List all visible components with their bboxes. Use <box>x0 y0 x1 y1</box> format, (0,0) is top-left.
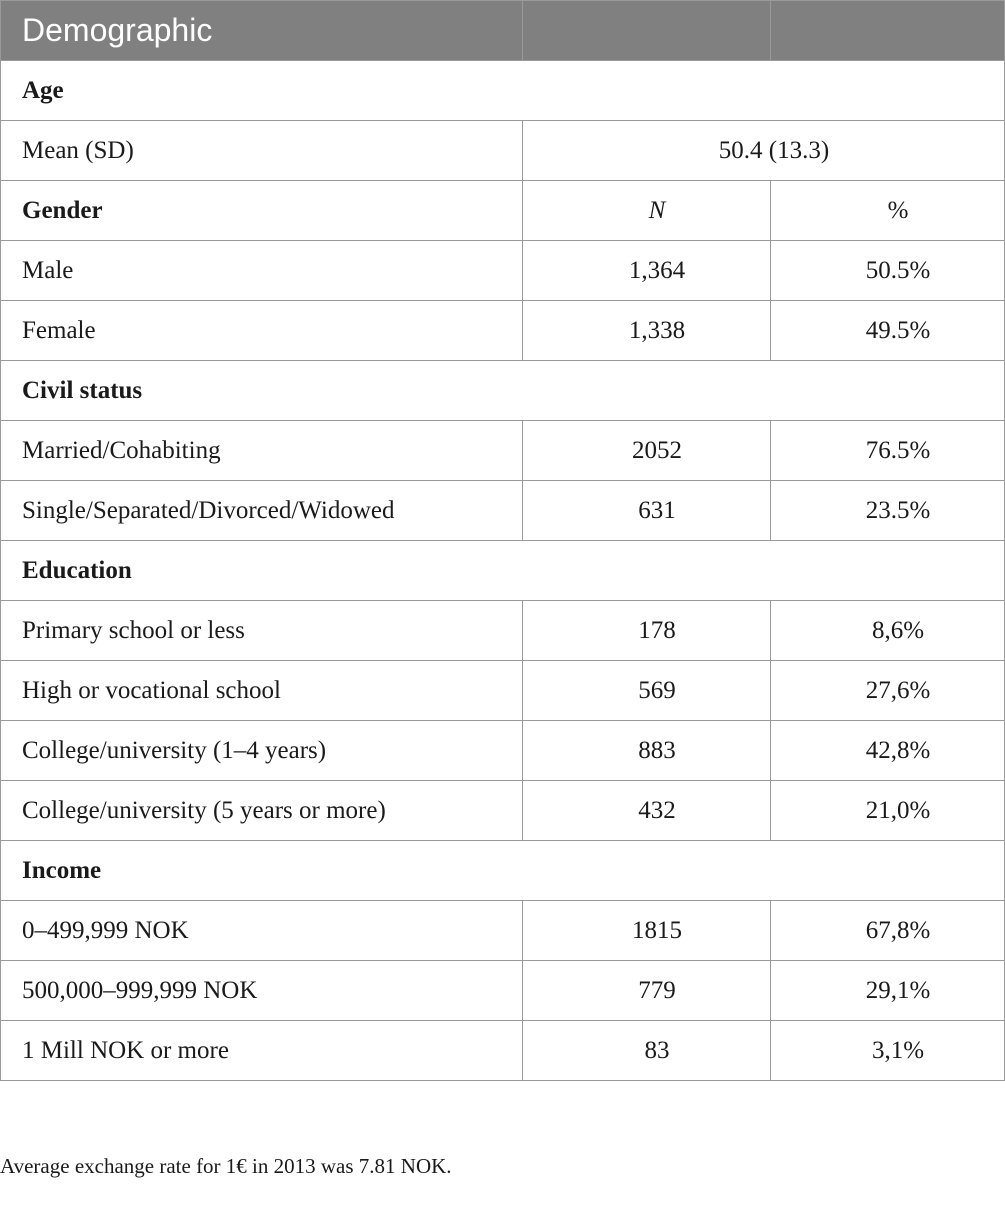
table-row <box>1 481 1005 541</box>
section-label: Civil status <box>1 361 1005 421</box>
header-col3 <box>771 1 1005 61</box>
row-n: 569 <box>523 661 771 721</box>
row-label: Primary school or less <box>1 601 523 661</box>
row-percent: 23.5% <box>771 481 1005 541</box>
mean-value: 50.4 (13.3) <box>523 121 1005 181</box>
table-footnote: Average exchange rate for 1€ in 2013 was 7.81 NOK. <box>0 1154 452 1178</box>
section-label: Income <box>1 841 1005 901</box>
column-header-n: N <box>523 181 771 241</box>
header-col2 <box>523 1 771 61</box>
row-percent: 67,8% <box>771 901 1005 961</box>
table-row <box>1 901 1005 961</box>
row-label: Mean (SD) <box>1 121 523 181</box>
row-label: Male <box>1 241 523 301</box>
row-label: 500,000–999,999 NOK <box>1 961 523 1021</box>
row-n: 1,364 <box>523 241 771 301</box>
row-percent: 3,1% <box>771 1021 1005 1081</box>
row-percent: 42,8% <box>771 721 1005 781</box>
row-n: 83 <box>523 1021 771 1081</box>
section-row-education <box>1 541 1005 601</box>
table-row <box>1 1021 1005 1081</box>
row-label: 0–499,999 NOK <box>1 901 523 961</box>
table-row <box>1 421 1005 481</box>
section-label: Education <box>1 541 1005 601</box>
row-percent: 27,6% <box>771 661 1005 721</box>
row-n: 883 <box>523 721 771 781</box>
table-row <box>1 721 1005 781</box>
column-header-percent: % <box>771 181 1005 241</box>
row-label: Female <box>1 301 523 361</box>
row-n: 432 <box>523 781 771 841</box>
row-n: 1,338 <box>523 301 771 361</box>
row-percent: 49.5% <box>771 301 1005 361</box>
section-row-age <box>1 61 1005 121</box>
row-n: 178 <box>523 601 771 661</box>
row-percent: 76.5% <box>771 421 1005 481</box>
section-label: Age <box>1 61 1005 121</box>
row-n: 779 <box>523 961 771 1021</box>
section-row-gender <box>1 181 1005 241</box>
table-row <box>1 241 1005 301</box>
row-label: High or vocational school <box>1 661 523 721</box>
table-row <box>1 961 1005 1021</box>
row-label: Single/Separated/Divorced/Widowed <box>1 481 523 541</box>
row-percent: 50.5% <box>771 241 1005 301</box>
table-row <box>1 661 1005 721</box>
row-percent: 29,1% <box>771 961 1005 1021</box>
row-label: College/university (1–4 years) <box>1 721 523 781</box>
row-label: College/university (5 years or more) <box>1 781 523 841</box>
table-row <box>1 301 1005 361</box>
row-label: 1 Mill NOK or more <box>1 1021 523 1081</box>
header-row <box>1 1 1005 61</box>
table-row <box>1 601 1005 661</box>
table-row <box>1 781 1005 841</box>
row-label: Married/Cohabiting <box>1 421 523 481</box>
row-n: 1815 <box>523 901 771 961</box>
section-label: Gender <box>1 181 523 241</box>
row-n: 2052 <box>523 421 771 481</box>
row-percent: 8,6% <box>771 601 1005 661</box>
row-n: 631 <box>523 481 771 541</box>
section-row-civil-status <box>1 361 1005 421</box>
header-title: Demographic <box>1 1 523 61</box>
section-row-income <box>1 841 1005 901</box>
table-row <box>1 121 1005 181</box>
row-percent: 21,0% <box>771 781 1005 841</box>
